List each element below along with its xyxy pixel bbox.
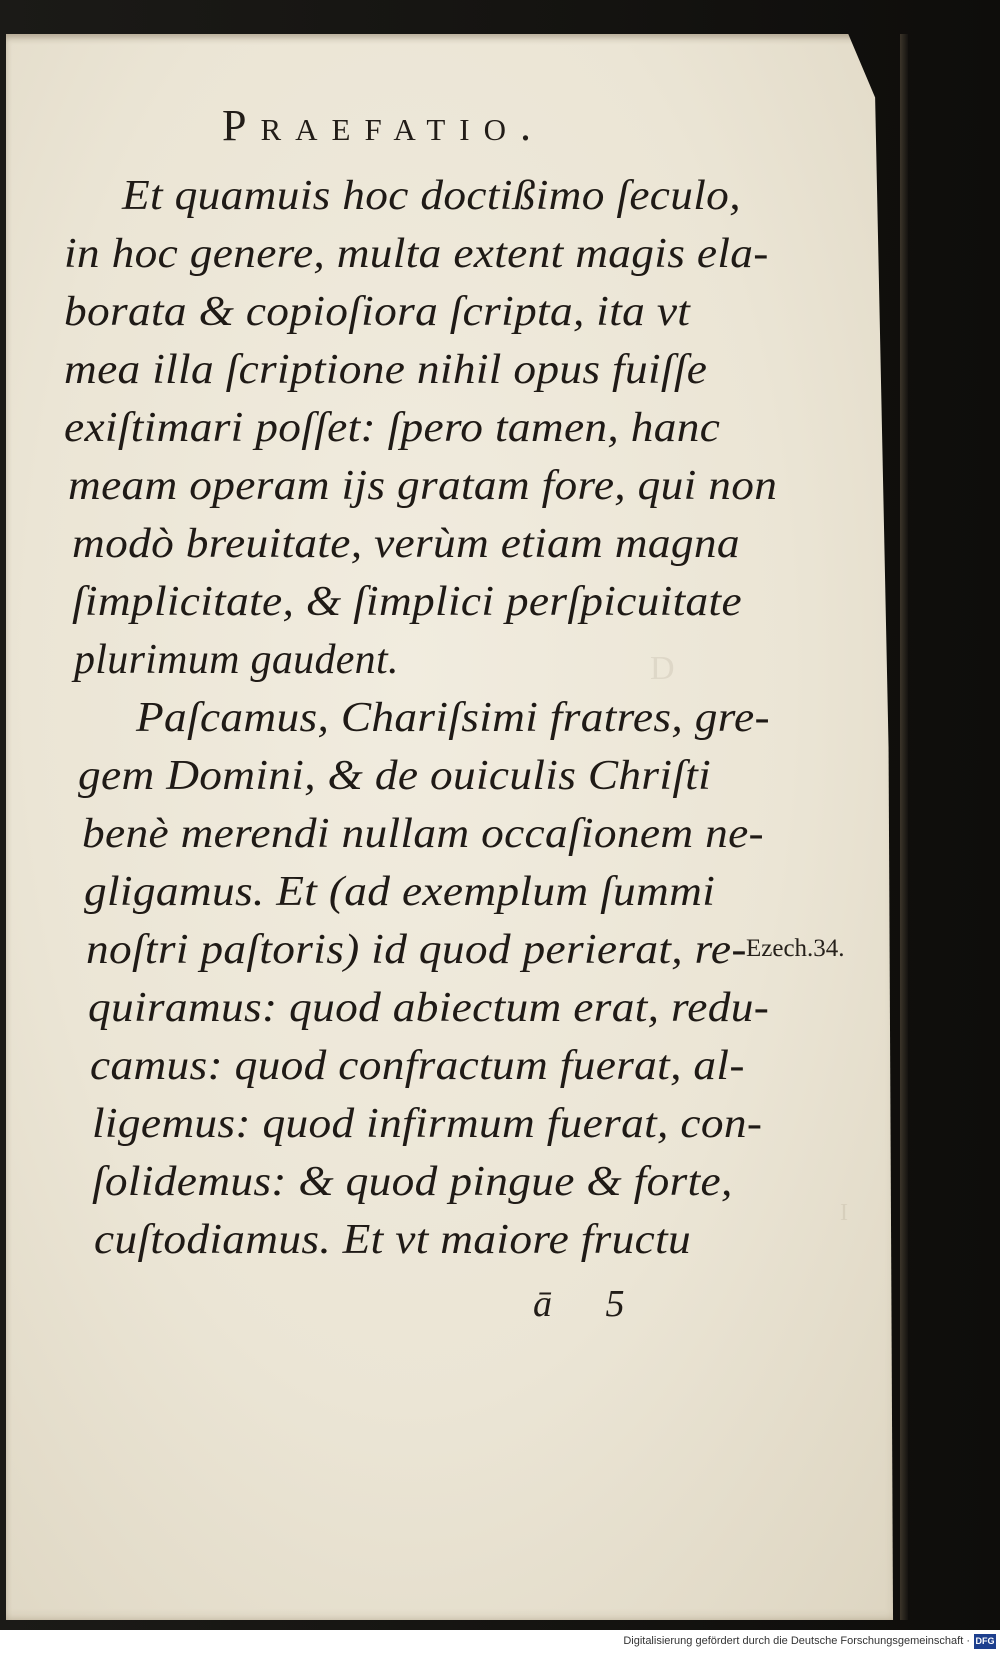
footer-bar — [0, 1630, 1000, 1654]
show-through-mark: I — [840, 1200, 848, 1226]
text-line: meam operam ijs gratam fore, qui non — [68, 463, 778, 509]
page-edge — [900, 34, 908, 1620]
text-line: borata & copioſiora ſcripta, ita vt — [64, 289, 691, 335]
text-line: noſtri paſtoris) id quod perierat, re- — [86, 927, 747, 973]
text-line: in hoc genere, multa extent magis ela- — [64, 231, 769, 277]
text-line: Et quamuis hoc doctißimo ſeculo, — [122, 173, 741, 219]
footer-credit: Digitalisierung gefördert durch die Deutsche Forschungsgemeinschaft · — [623, 1635, 970, 1647]
text-line: cuſtodiamus. Et vt maiore fructu — [94, 1217, 692, 1263]
text-line: plurimum gaudent. — [74, 637, 399, 683]
text-line: camus: quod confractum fuerat, al- — [90, 1043, 745, 1089]
text-line: ſolidemus: & quod pingue & forte, — [92, 1159, 733, 1205]
margin-note: Ezech.34. — [746, 935, 845, 962]
text-line: ligemus: quod infirmum fuerat, con- — [92, 1101, 763, 1147]
text-line: Paſcamus, Chariſsimi fratres, gre- — [136, 695, 770, 741]
text-line: quiramus: quod abiectum erat, redu- — [88, 985, 770, 1031]
page-header: Praefatio. — [222, 101, 546, 150]
text-line: exiſtimari poſſet: ſpero tamen, hanc — [64, 405, 721, 451]
text-line: gligamus. Et (ad exemplum ſummi — [84, 869, 716, 915]
text-line: mea illa ſcriptione nihil opus fuiſſe — [64, 347, 708, 393]
text-line: ſimplicitate, & ſimplici perſpicuitate — [72, 579, 742, 625]
text-line: modò breuitate, verùm etiam magna — [72, 521, 740, 567]
text-line: gem Domini, & de ouiculis Chriſti — [78, 753, 712, 799]
signature-mark: ā 5 — [533, 1283, 647, 1325]
show-through-mark: D — [650, 650, 675, 687]
text-line: benè merendi nullam occaſionem ne- — [82, 811, 764, 857]
dfg-logo: DFG — [974, 1634, 996, 1649]
